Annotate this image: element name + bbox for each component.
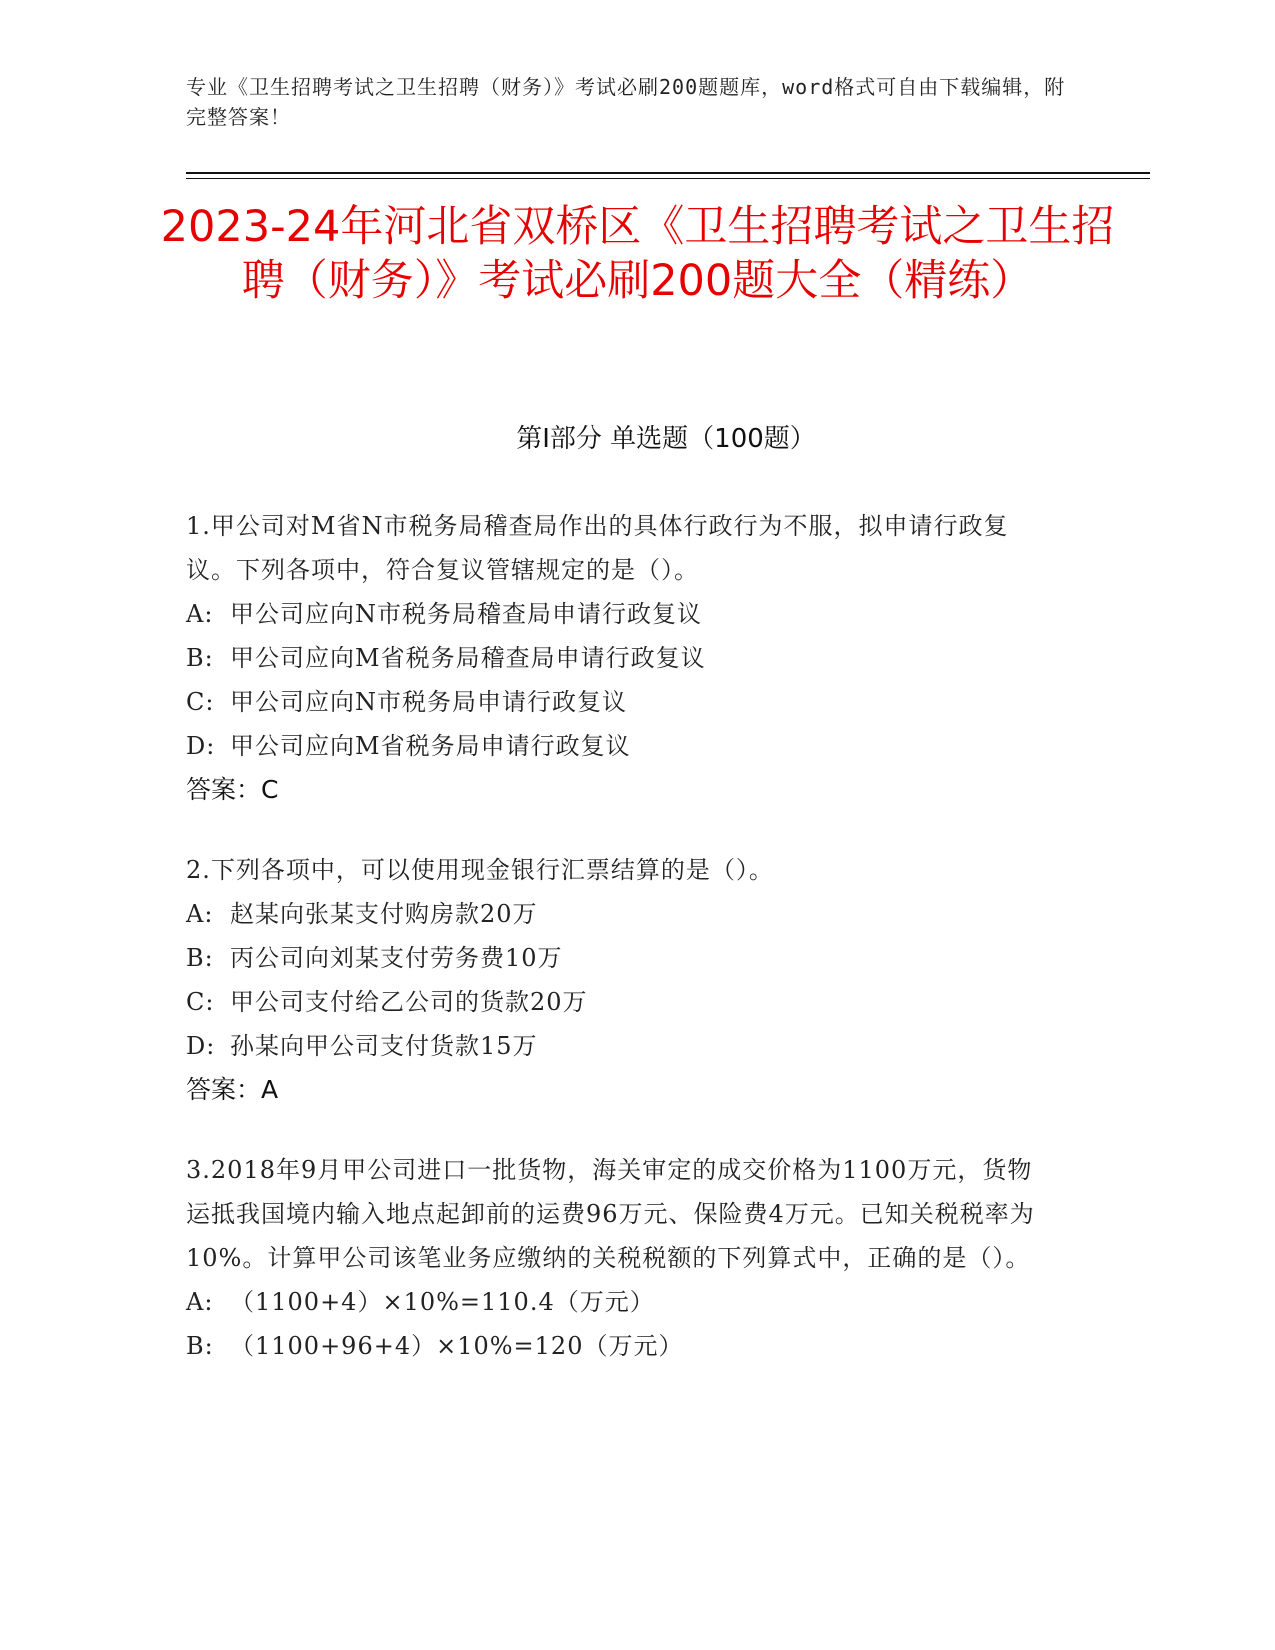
option-text: 甲公司支付给乙公司的货款20万 [230, 988, 588, 1016]
option-text: 甲公司应向M省税务局申请行政复议 [230, 732, 631, 760]
option-letter: C: [186, 988, 215, 1016]
option-letter: A: [186, 600, 214, 628]
option-c [186, 980, 1056, 1024]
option-b [186, 1324, 1056, 1368]
option-letter: B: [186, 644, 214, 672]
question-1 [186, 504, 1056, 812]
option-letter: D: [186, 732, 216, 760]
option-letter: B: [186, 944, 214, 972]
option-d [186, 1024, 1056, 1068]
header-note: 专业《卫生招聘考试之卫生招聘（财务）》考试必刷200题题库，word格式可自由下载编辑，附完整答案！ [186, 75, 1066, 129]
question-stem: 3.2018年9月甲公司进口一批货物，海关审定的成交价格为1100万元，货物运抵我国境内输入地点起卸前的运费96万元、保险费4万元。已知关税税率为10%。计算甲公司该笔业务应缴纳的关税税额的下列算式中，正确的是（）。 [186, 1156, 1035, 1272]
option-b [186, 636, 1056, 680]
option-text: 甲公司应向M省税务局稽查局申请行政复议 [230, 644, 706, 672]
option-letter: D: [186, 1032, 216, 1060]
option-c [186, 680, 1056, 724]
header-rule-thin [186, 178, 1150, 179]
question-3 [186, 1148, 1056, 1368]
header-rule-thick [186, 172, 1150, 174]
option-b [186, 936, 1056, 980]
option-a [186, 892, 1056, 936]
question-stem: 2.下列各项中，可以使用现金银行汇票结算的是（）。 [186, 856, 774, 884]
question-list [186, 504, 1056, 1404]
option-letter: B: [186, 1332, 214, 1360]
option-letter: A: [186, 1288, 214, 1316]
question-stem: 1.甲公司对M省N市税务局稽查局作出的具体行政行为不服，拟申请行政复议。下列各项中，符合复议管辖规定的是（）。 [186, 512, 1009, 584]
answer-value: A [261, 1075, 279, 1104]
option-text: 甲公司应向N市税务局稽查局申请行政复议 [230, 600, 702, 628]
answer-line [186, 1068, 1056, 1112]
option-text: 孙某向甲公司支付货款15万 [230, 1032, 538, 1060]
question-2 [186, 848, 1056, 1112]
option-a [186, 1280, 1056, 1324]
option-text: 赵某向张某支付购房款20万 [230, 900, 538, 928]
option-d [186, 724, 1056, 768]
answer-value: C [261, 775, 279, 804]
section-heading: 第Ⅰ部分 单选题（100题） [516, 424, 816, 454]
option-letter: C: [186, 688, 215, 716]
header-note-block [186, 72, 1146, 132]
option-text: 丙公司向刘某支付劳务费10万 [230, 944, 563, 972]
option-text: （1100+96+4）×10%=120（万元） [230, 1332, 684, 1360]
option-letter: A: [186, 900, 214, 928]
option-a [186, 592, 1056, 636]
answer-label: 答案： [186, 1075, 262, 1104]
document-title: 2023-24年河北省双桥区《卫生招聘考试之卫生招聘（财务）》考试必刷200题大全（精练） [160, 202, 1115, 306]
answer-label: 答案： [186, 775, 262, 804]
answer-line [186, 768, 1056, 812]
option-text: （1100+4）×10%=110.4（万元） [230, 1288, 655, 1316]
option-text: 甲公司应向N市税务局申请行政复议 [230, 688, 627, 716]
